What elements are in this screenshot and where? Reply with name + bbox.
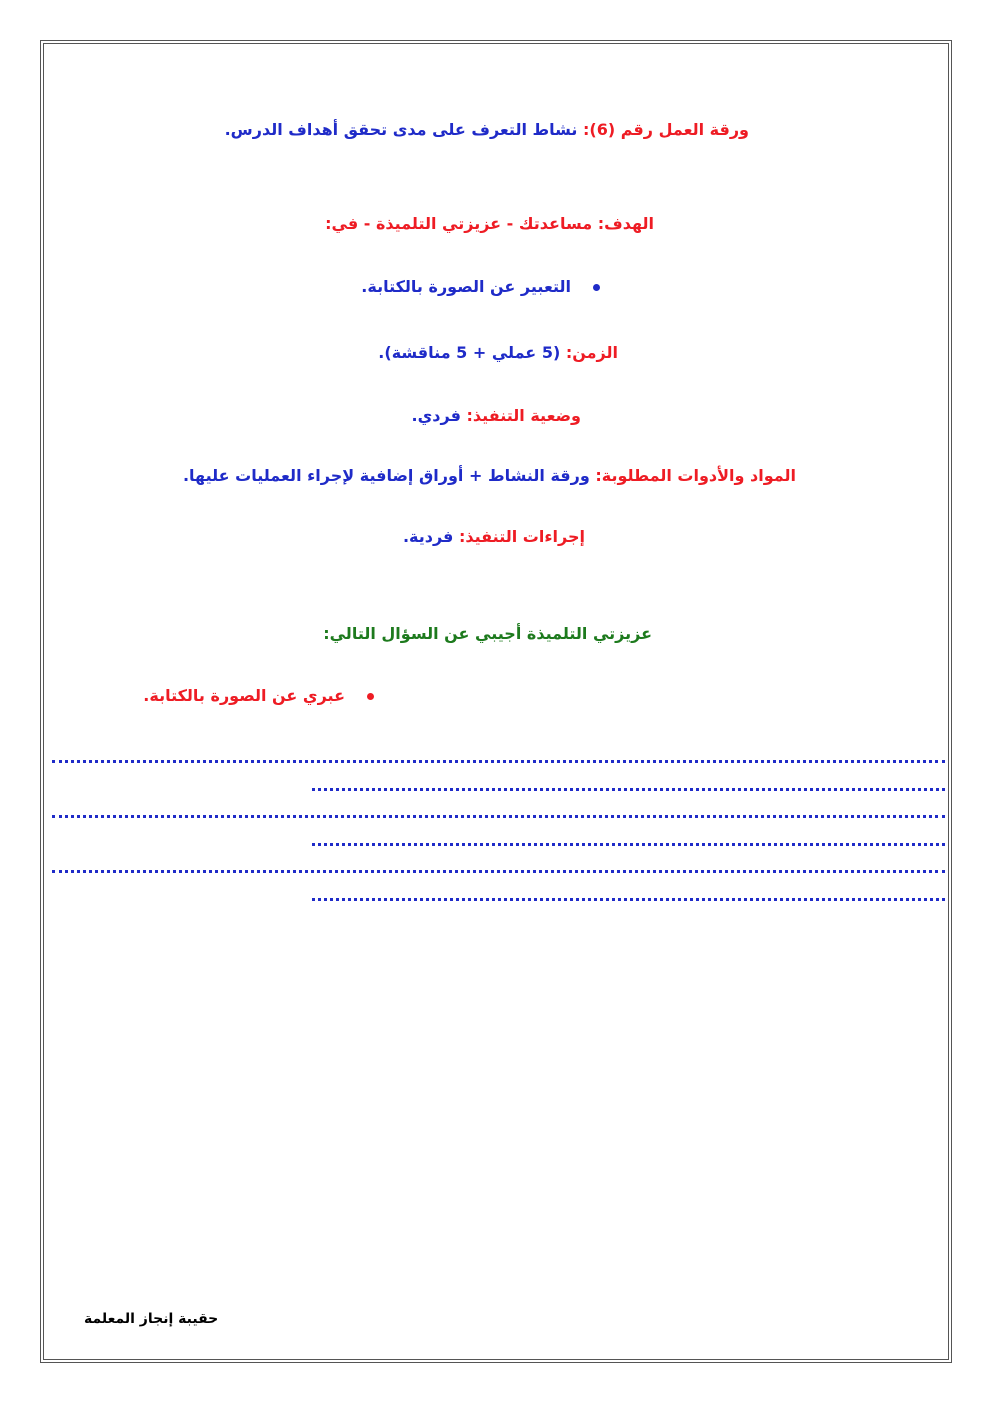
procedures-label: إجراءات التنفيذ: [458, 527, 585, 546]
time-line [378, 343, 618, 363]
mode-label: وضعية التنفيذ: [466, 406, 581, 425]
time-label: الزمن: [565, 343, 618, 362]
answer-line-1[interactable] [52, 760, 945, 763]
time-value: (5 عملي + 5 مناقشة). [378, 343, 561, 362]
answer-line-3[interactable] [52, 815, 945, 818]
answer-line-5[interactable] [52, 870, 945, 873]
worksheet-subject: نشاط التعرف على مدى تحقق أهداف الدرس. [224, 120, 578, 139]
procedures-value: فردية. [402, 527, 454, 546]
worksheet-number: ورقة العمل رقم (6): [583, 120, 749, 139]
bullet-icon [367, 693, 374, 700]
materials-label: المواد والأدوات المطلوبة: [595, 466, 796, 485]
goal-line [325, 214, 654, 234]
worksheet-title [225, 120, 749, 140]
bullet-icon [593, 284, 600, 291]
question-bullet-text: عبري عن الصورة بالكتابة. [143, 686, 345, 705]
footer-label: حقيبة إنجاز المعلمة [84, 1311, 219, 1327]
goal-bullet-text: التعبير عن الصورة بالكتابة. [361, 277, 571, 296]
goal-text: مساعدتك - عزيزتي التلميذة - في: [325, 214, 593, 233]
procedures-line [403, 527, 585, 547]
question-intro: عزيزتي التلميذة أجيبي عن السؤال التالي: [323, 624, 652, 643]
mode-line [412, 406, 581, 426]
answer-line-2[interactable] [312, 788, 945, 791]
materials-line [183, 466, 796, 486]
goal-bullet-item [361, 277, 600, 297]
materials-value: ورقة النشاط + أوراق إضافية لإجراء العمليات عليها. [182, 466, 590, 485]
answer-line-4[interactable] [312, 843, 945, 846]
answer-line-6[interactable] [312, 898, 945, 901]
mode-value: فردي. [411, 406, 461, 425]
goal-label: الهدف: [597, 214, 654, 233]
question-bullet-item [143, 686, 374, 706]
